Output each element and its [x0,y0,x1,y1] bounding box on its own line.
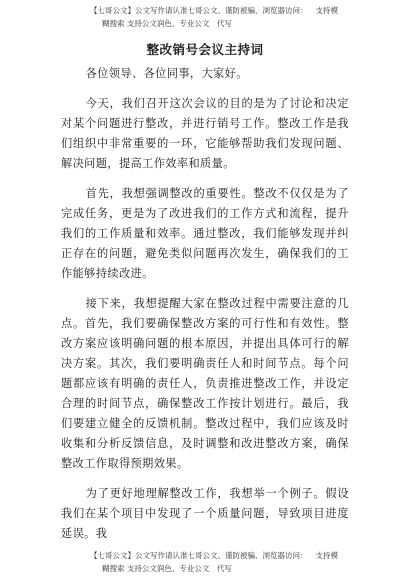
banner-line-2: 糊搜索 支持公文润色、专业公文 代写 [102,564,232,573]
paragraph: 各位领导、各位同事，大家好。 [85,67,248,80]
banner-line-1 [0,549,410,562]
banner-line-2: 糊搜索 支持公文润色、专业公文 代写 [102,19,232,28]
header-banner [0,4,410,30]
paragraph: 首先，我想强调整改的重要性。整改不仅仅是为了完成任务，更是为了改进我们的工作方式和流程，提升我们的工作质量和效率。通过整改，我们能够发现并纠正存在的问题，避免类似问题再次发生，确保我们的工作能够持续改进。 [61,187,349,280]
document-body [61,64,349,544]
paragraph: 接下来，我想提醒大家在整改过程中需要注意的几点。首先，我们要确保整改方案的可行性和有效性。整改方案应该明确问题的根本原因，并提出具体可行的解决方案。其次，我们要明确责任人和时间节点。每个问题都应该有明确的责任人，负责推进整改工作，并设定合理的时间节点，确保整改工作按计划进行。最后，我们要建立健全的反馈机制。整改过程中，我们应该及时收集和分析反馈信息，及时调整和改进整改方案，确保整改工作取得预期效果。 [61,297,349,470]
banner-line-1 [0,4,410,17]
banner-support-text: 支持模 [315,551,338,560]
banner-support-text: 支持模 [315,6,338,15]
paragraph: 为了更好地理解整改工作，我想举一个例子。假设我们在某个项目中发现了一个质量问题，导致项目进度延误。我 [61,487,349,540]
footer-banner [0,549,410,575]
paragraph: 今天，我们召开这次会议的目的是为了讨论和决定对某个问题进行整改，并进行销号工作。整改工作是我们组织中非常重要的一环，它能够帮助我们发现问题、解决问题，提高工作效率和质量。 [61,97,349,170]
banner-text: 【七哥公文】公文写作请认准七哥公文、谨防被骗、浏览器访问： [90,551,308,560]
banner-text: 【七哥公文】公文写作请认准七哥公文、谨防被骗、浏览器访问： [90,6,308,15]
document-title: 整改销号会议主持词 [146,42,264,57]
